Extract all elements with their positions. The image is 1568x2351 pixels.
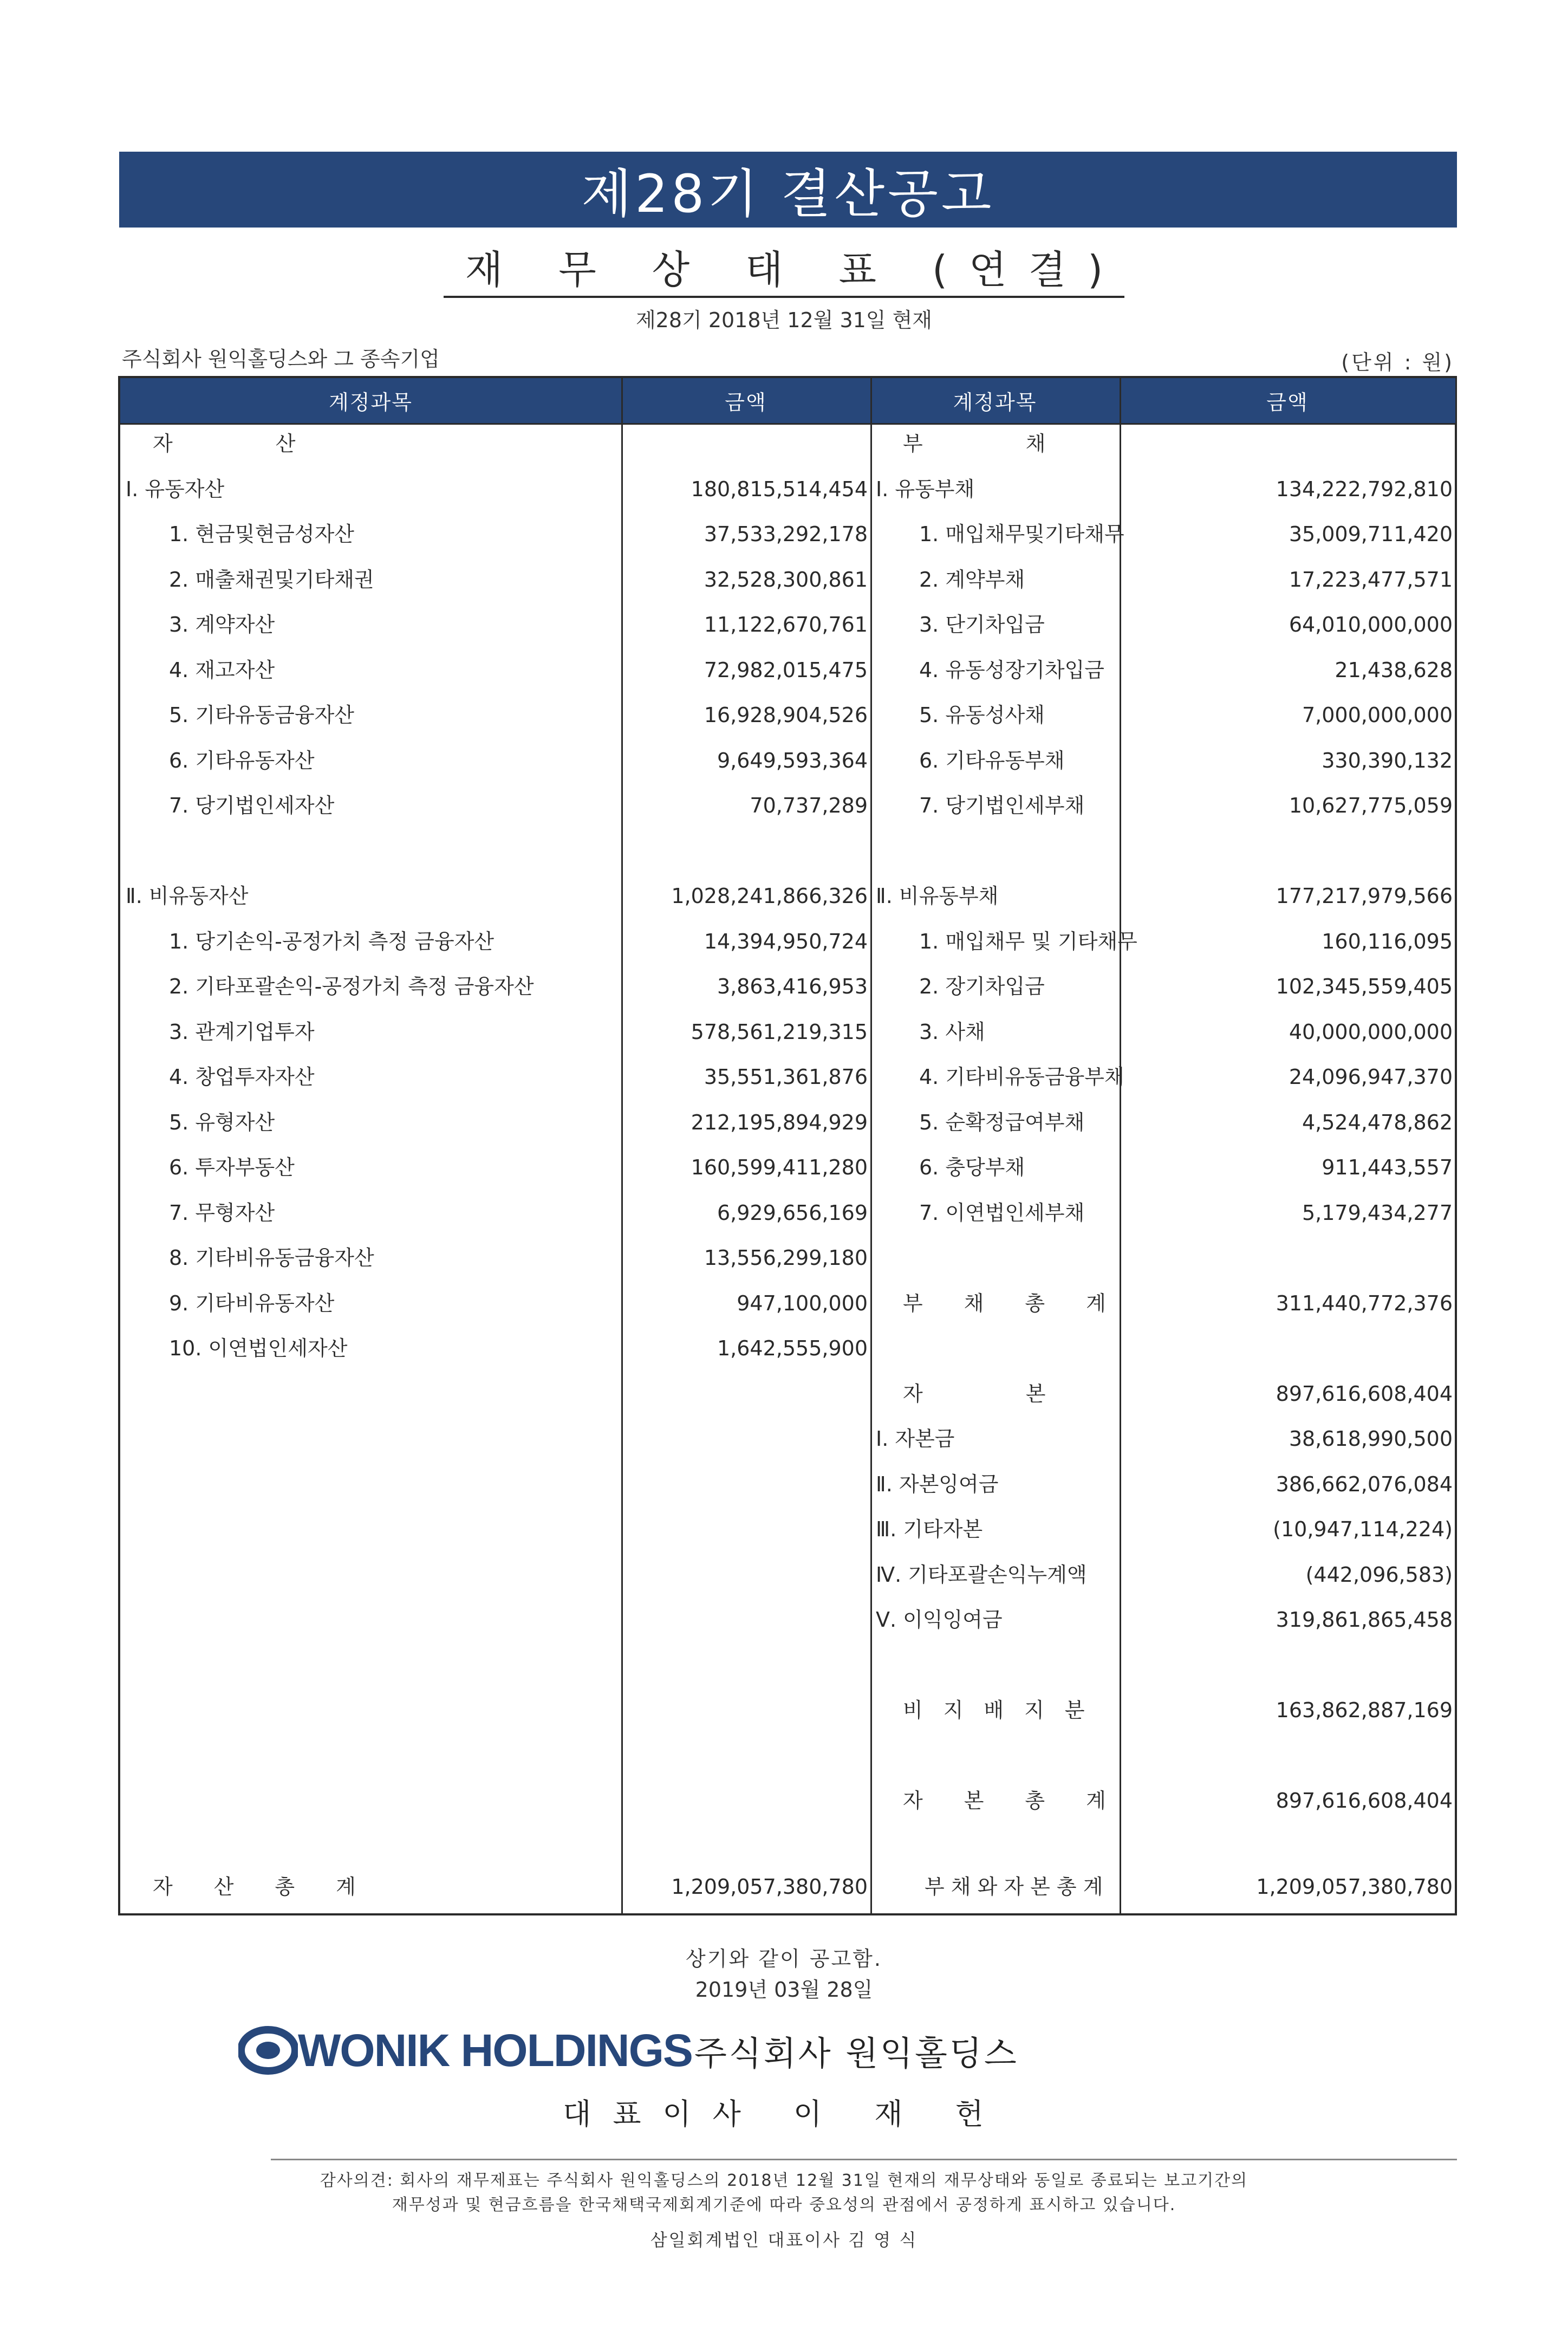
company-name: 주식회사 원익홀딩스와 그 종속기업 [122, 347, 440, 371]
liability-row-label-cell [870, 1465, 1120, 1503]
asset-account-label: 10. 이연법인세자산 [169, 1336, 348, 1360]
liability-row-amount-cell [1120, 470, 1453, 508]
col-header-liab-amount: 금액 [1120, 378, 1455, 425]
asset-row-label-cell [120, 967, 621, 1005]
liability-account-label: 2. 계약부채 [919, 567, 1025, 592]
liability-amount: 319,861,865,458 [1276, 1608, 1453, 1632]
asset-row-amount-cell [621, 1103, 868, 1141]
liability-account-label: 6. 충당부채 [919, 1155, 1025, 1179]
asset-row-amount-cell [621, 1284, 868, 1322]
liability-account-label: 5. 순확정급여부채 [919, 1110, 1085, 1134]
liability-amount: 897,616,608,404 [1276, 1381, 1453, 1406]
liability-row-label-cell [870, 787, 1120, 824]
liability-amount: 17,223,477,571 [1289, 567, 1453, 592]
liability-row-label-cell [870, 1556, 1120, 1594]
asset-row-label-cell [120, 1329, 621, 1367]
liability-row-label-cell [870, 1601, 1120, 1639]
liability-row-amount-cell [1120, 425, 1453, 463]
asset-row-label-cell [120, 425, 621, 463]
liability-row-amount-cell [1120, 1691, 1453, 1729]
liability-row-label-cell [870, 1194, 1120, 1232]
liability-row-label-cell [870, 470, 1120, 508]
liability-account-label: 1. 매입채무 및 기타채무 [919, 929, 1137, 953]
liability-row-amount-cell [1120, 561, 1453, 599]
asset-account-label: 4. 재고자산 [169, 658, 275, 682]
asset-row-label-cell [120, 561, 621, 599]
liability-row-amount-cell [1120, 515, 1453, 553]
liability-amount: 24,096,947,370 [1289, 1065, 1453, 1089]
audit-opinion-line-1: 감사의견: 회사의 재무제표는 주식회사 원익홀딩스의 2018년 12월 31일 현재의 재무상태와 동일로 종료되는 보고기간의 [320, 2171, 1248, 2190]
liability-account-label: 1. 매입채무및기타채무 [919, 522, 1124, 546]
asset-row-label-cell [120, 696, 621, 734]
asset-row-amount-cell [621, 787, 868, 824]
liability-account-label: 부 채 [903, 432, 1046, 456]
asset-row-label-cell [120, 1239, 621, 1277]
asset-amount: 9,649,593,364 [717, 748, 868, 772]
asset-amount: 180,815,514,454 [691, 477, 868, 501]
ceo-signature-line: 대표이사 이 재 헌 [563, 2097, 1005, 2131]
asset-account-label: 1. 당기손익-공정가치 측정 금융자산 [169, 929, 495, 953]
asset-amount: 212,195,894,929 [691, 1110, 868, 1134]
liability-row-label-cell [870, 1510, 1120, 1548]
asset-row-amount-cell [621, 1013, 868, 1051]
asset-account-label: 9. 기타비유동자산 [169, 1291, 335, 1315]
liability-row-amount-cell [1120, 1782, 1453, 1820]
asset-row-label-cell [120, 787, 621, 824]
asset-row-label-cell [120, 606, 621, 644]
liability-row-label-cell [870, 832, 1120, 870]
liability-amount: 311,440,772,376 [1276, 1291, 1453, 1315]
asset-row-amount-cell [621, 923, 868, 960]
liability-account-label: Ⅳ. 기타포괄손익누계액 [876, 1562, 1087, 1587]
liability-amount: 163,862,887,169 [1276, 1698, 1453, 1722]
liability-row-amount-cell [1120, 877, 1453, 915]
liability-amount: 40,000,000,000 [1289, 1019, 1453, 1044]
liability-amount: 35,009,711,420 [1289, 522, 1453, 546]
liability-amount: 7,000,000,000 [1302, 703, 1453, 727]
banner-title: 제28기 결산공고 [119, 152, 1457, 228]
liability-account-label: Ⅴ. 이익잉여금 [876, 1608, 1003, 1632]
liability-amount: 4,524,478,862 [1302, 1110, 1453, 1134]
notice-text: 상기와 같이 공고함. [686, 1947, 882, 1971]
asset-row-amount-cell [621, 1058, 868, 1096]
liability-account-label: 자 본 총 계 [903, 1789, 1106, 1813]
balance-sheet-table [118, 376, 1457, 1915]
statement-date: 제28기 2018년 12월 31일 현재 [635, 308, 933, 332]
liability-row-label-cell [870, 1284, 1120, 1322]
asset-amount: 947,100,000 [737, 1291, 868, 1315]
asset-account-label: 2. 기타포괄손익-공정가치 측정 금융자산 [169, 975, 534, 998]
asset-row-label-cell [120, 1013, 621, 1051]
liability-row-amount-cell [1120, 742, 1453, 780]
liability-row-label-cell [870, 1329, 1120, 1367]
asset-amount: 3,863,416,953 [717, 975, 868, 998]
document-title [0, 238, 1568, 295]
assets-total-row [120, 1868, 621, 1906]
liability-row-amount-cell [1120, 1556, 1453, 1594]
asset-account-label: 6. 투자부동산 [169, 1155, 295, 1179]
liability-account-label: 비 지 배 지 분 [903, 1698, 1085, 1722]
liability-row-label-cell [870, 1239, 1120, 1277]
liab-total-amount-cell [1120, 1868, 1453, 1906]
asset-amount: 1,642,555,900 [717, 1336, 868, 1360]
assets-total-amount: 1,209,057,380,780 [671, 1875, 868, 1899]
asset-row-amount-cell [621, 606, 868, 644]
liability-account-label: 부 채 총 계 [903, 1291, 1106, 1315]
asset-amount: 1,028,241,866,326 [671, 884, 868, 908]
asset-row-label-cell [120, 470, 621, 508]
liability-row-amount-cell [1120, 1375, 1453, 1413]
liability-amount: (10,947,114,224) [1273, 1517, 1453, 1541]
liability-row-label-cell [870, 1691, 1120, 1729]
liability-row-label-cell [870, 1148, 1120, 1186]
asset-amount: 32,528,300,861 [704, 567, 868, 592]
asset-row-label-cell [120, 515, 621, 553]
liability-account-label: 3. 사채 [919, 1019, 985, 1044]
asset-amount: 16,928,904,526 [704, 703, 868, 727]
asset-account-label: 1. 현금및현금성자산 [169, 522, 354, 546]
asset-account-label: 4. 창업투자자산 [169, 1065, 315, 1089]
liability-account-label: 5. 유동성사채 [919, 703, 1045, 727]
liability-account-label: Ⅰ. 유동부채 [876, 477, 975, 501]
asset-amount: 578,561,219,315 [691, 1019, 868, 1044]
liability-row-amount-cell [1120, 651, 1453, 689]
liability-row-amount-cell [1120, 967, 1453, 1005]
asset-amount: 14,394,950,724 [704, 929, 868, 953]
liability-row-label-cell [870, 923, 1137, 960]
logo-wordmark: WONIK HOLDINGS [298, 2024, 692, 2076]
liability-amount: 160,116,095 [1322, 929, 1453, 953]
liability-row-amount-cell [1120, 1737, 1453, 1775]
asset-row-amount-cell [621, 696, 868, 734]
liability-account-label: 7. 이연법인세부채 [919, 1200, 1085, 1225]
liability-row-amount-cell [1120, 1601, 1453, 1639]
asset-row-amount-cell [621, 1329, 868, 1367]
liability-row-label-cell [870, 1103, 1120, 1141]
asset-account-label: 5. 기타유동금융자산 [169, 703, 354, 727]
liability-account-label: Ⅱ. 자본잉여금 [876, 1472, 999, 1496]
liability-row-amount-cell [1120, 1510, 1453, 1548]
liability-amount: 21,438,628 [1335, 658, 1453, 682]
liab-total-row [870, 1868, 1120, 1906]
liability-row-amount-cell [1120, 606, 1453, 644]
asset-row-label-cell [120, 1103, 621, 1141]
asset-account-label: 7. 무형자산 [169, 1200, 275, 1225]
asset-row-label-cell [120, 877, 621, 915]
liability-row-label-cell [870, 1782, 1120, 1820]
liability-row-label-cell [870, 742, 1120, 780]
asset-row-amount-cell [621, 425, 868, 463]
liability-account-label: 7. 당기법인세부채 [919, 794, 1085, 817]
col-header-liab-account: 계정과목 [870, 378, 1120, 425]
liability-row-label-cell [870, 1646, 1120, 1684]
liability-amount: 897,616,608,404 [1276, 1789, 1453, 1813]
footer-divider [271, 2159, 1457, 2160]
liability-amount: 911,443,557 [1322, 1155, 1453, 1179]
liability-amount: 330,390,132 [1322, 748, 1453, 772]
liability-row-amount-cell [1120, 1194, 1453, 1232]
wonik-logo-icon [238, 2026, 298, 2075]
liability-row-label-cell [870, 651, 1120, 689]
asset-account-label: 3. 계약자산 [169, 613, 275, 637]
assets-total-label: 자 산 총 계 [153, 1875, 356, 1899]
asset-row-amount-cell [621, 967, 868, 1005]
asset-account-label: 자 산 [153, 432, 296, 456]
asset-row-amount-cell [621, 1148, 868, 1186]
liability-amount: 102,345,559,405 [1276, 975, 1453, 998]
liability-row-label-cell [870, 606, 1120, 644]
liability-account-label: 4. 기타비유동금융부채 [919, 1065, 1124, 1089]
liability-account-label: 자 본 [903, 1381, 1046, 1406]
asset-row-amount-cell [621, 651, 868, 689]
liability-row-label-cell [870, 1375, 1120, 1413]
company-name-korean: 주식회사 원익홀딩스 [694, 2033, 1019, 2073]
liability-row-label-cell [870, 515, 1124, 553]
audit-opinion-line-2: 재무성과 및 현금흐름을 한국채택국제회계기준에 따라 중요성의 관점에서 공정하게 표시하고 있습니다. [392, 2196, 1176, 2214]
liability-row-amount-cell [1120, 1420, 1453, 1458]
liability-account-label: Ⅰ. 자본금 [876, 1427, 955, 1451]
liability-account-label: Ⅲ. 기타자본 [876, 1517, 983, 1541]
asset-account-label: Ⅱ. 비유동자산 [126, 884, 249, 908]
asset-amount: 160,599,411,280 [691, 1155, 868, 1179]
liab-total-amount: 1,209,057,380,780 [1256, 1875, 1453, 1899]
auditor-name: 삼일회계법인 대표이사 김 영 식 [650, 2230, 918, 2250]
liability-row-amount-cell [1120, 696, 1453, 734]
liability-amount: (442,096,583) [1305, 1562, 1453, 1587]
asset-account-label: Ⅰ. 유동자산 [126, 477, 225, 501]
liability-amount: 5,179,434,277 [1302, 1200, 1453, 1225]
asset-row-amount-cell [621, 1194, 868, 1232]
liability-row-label-cell [870, 1058, 1124, 1096]
liability-amount: 177,217,979,566 [1276, 884, 1453, 908]
col-header-assets-amount: 금액 [621, 378, 870, 425]
liability-row-amount-cell [1120, 787, 1453, 824]
asset-account-label: 8. 기타비유동금융자산 [169, 1246, 374, 1270]
liab-total-label: 부 채 와 자 본 총 계 [925, 1875, 1103, 1899]
liability-row-amount-cell [1120, 1103, 1453, 1141]
asset-amount: 13,556,299,180 [704, 1246, 868, 1270]
liability-row-amount-cell [1120, 1465, 1453, 1503]
asset-amount: 11,122,670,761 [704, 613, 868, 637]
liability-account-label: 3. 단기차입금 [919, 613, 1045, 637]
liability-row-amount-cell [1120, 832, 1453, 870]
asset-account-label: 3. 관계기업투자 [169, 1019, 315, 1044]
liability-row-amount-cell [1120, 1329, 1453, 1367]
liability-account-label: 4. 유동성장기차입금 [919, 658, 1104, 682]
liability-row-label-cell [870, 561, 1120, 599]
liability-row-label-cell [870, 425, 1120, 463]
asset-row-label-cell [120, 832, 621, 870]
asset-amount: 70,737,289 [750, 794, 868, 817]
liability-row-amount-cell [1120, 1284, 1453, 1322]
liability-row-amount-cell [1120, 1148, 1453, 1186]
liability-account-label: 2. 장기차입금 [919, 975, 1045, 998]
asset-row-amount-cell [621, 470, 868, 508]
unit-label: (단위 : 원) [1341, 350, 1454, 374]
liability-row-amount-cell [1120, 1239, 1453, 1277]
asset-row-amount-cell [621, 742, 868, 780]
asset-row-amount-cell [621, 832, 868, 870]
asset-account-label: 7. 당기법인세자산 [169, 794, 335, 817]
liability-amount: 10,627,775,059 [1289, 794, 1453, 817]
liability-row-label-cell [870, 696, 1120, 734]
asset-account-label: 2. 매출채권및기타채권 [169, 567, 374, 592]
asset-row-label-cell [120, 1058, 621, 1096]
liability-account-label: Ⅱ. 비유동부채 [876, 884, 999, 908]
col-header-assets-account: 계정과목 [120, 378, 621, 425]
liability-amount: 64,010,000,000 [1289, 613, 1453, 637]
asset-amount: 35,551,361,876 [704, 1065, 868, 1089]
asset-row-label-cell [120, 651, 621, 689]
asset-row-label-cell [120, 742, 621, 780]
liability-row-amount-cell [1120, 1013, 1453, 1051]
liability-row-label-cell [870, 1420, 1120, 1458]
asset-row-label-cell [120, 923, 621, 960]
liability-row-amount-cell [1120, 1058, 1453, 1096]
asset-account-label: 5. 유형자산 [169, 1110, 275, 1134]
liability-amount: 386,662,076,084 [1276, 1472, 1453, 1496]
asset-row-label-cell [120, 1284, 621, 1322]
liability-row-label-cell [870, 1737, 1120, 1775]
liability-amount: 134,222,792,810 [1276, 477, 1453, 501]
asset-amount: 72,982,015,475 [704, 658, 868, 682]
company-logo [238, 2021, 1019, 2080]
liability-row-amount-cell [1120, 923, 1453, 960]
asset-amount: 37,533,292,178 [704, 522, 868, 546]
asset-amount: 6,929,656,169 [717, 1200, 868, 1225]
liability-row-amount-cell [1120, 1646, 1453, 1684]
asset-row-amount-cell [621, 877, 868, 915]
asset-row-amount-cell [621, 515, 868, 553]
liability-row-label-cell [870, 1013, 1120, 1051]
liability-account-label: 6. 기타유동부채 [919, 748, 1065, 772]
liability-row-label-cell [870, 967, 1120, 1005]
document-title-text: 재 무 상 태 표 (연결) [444, 247, 1124, 298]
liability-amount: 38,618,990,500 [1289, 1427, 1453, 1451]
asset-row-amount-cell [621, 561, 868, 599]
liability-row-label-cell [870, 877, 1120, 915]
asset-row-label-cell [120, 1194, 621, 1232]
notice-date: 2019년 03월 28일 [695, 1978, 873, 2002]
asset-account-label: 6. 기타유동자산 [169, 748, 315, 772]
asset-row-label-cell [120, 1148, 621, 1186]
assets-total-amount-cell [621, 1868, 868, 1906]
asset-row-amount-cell [621, 1239, 868, 1277]
